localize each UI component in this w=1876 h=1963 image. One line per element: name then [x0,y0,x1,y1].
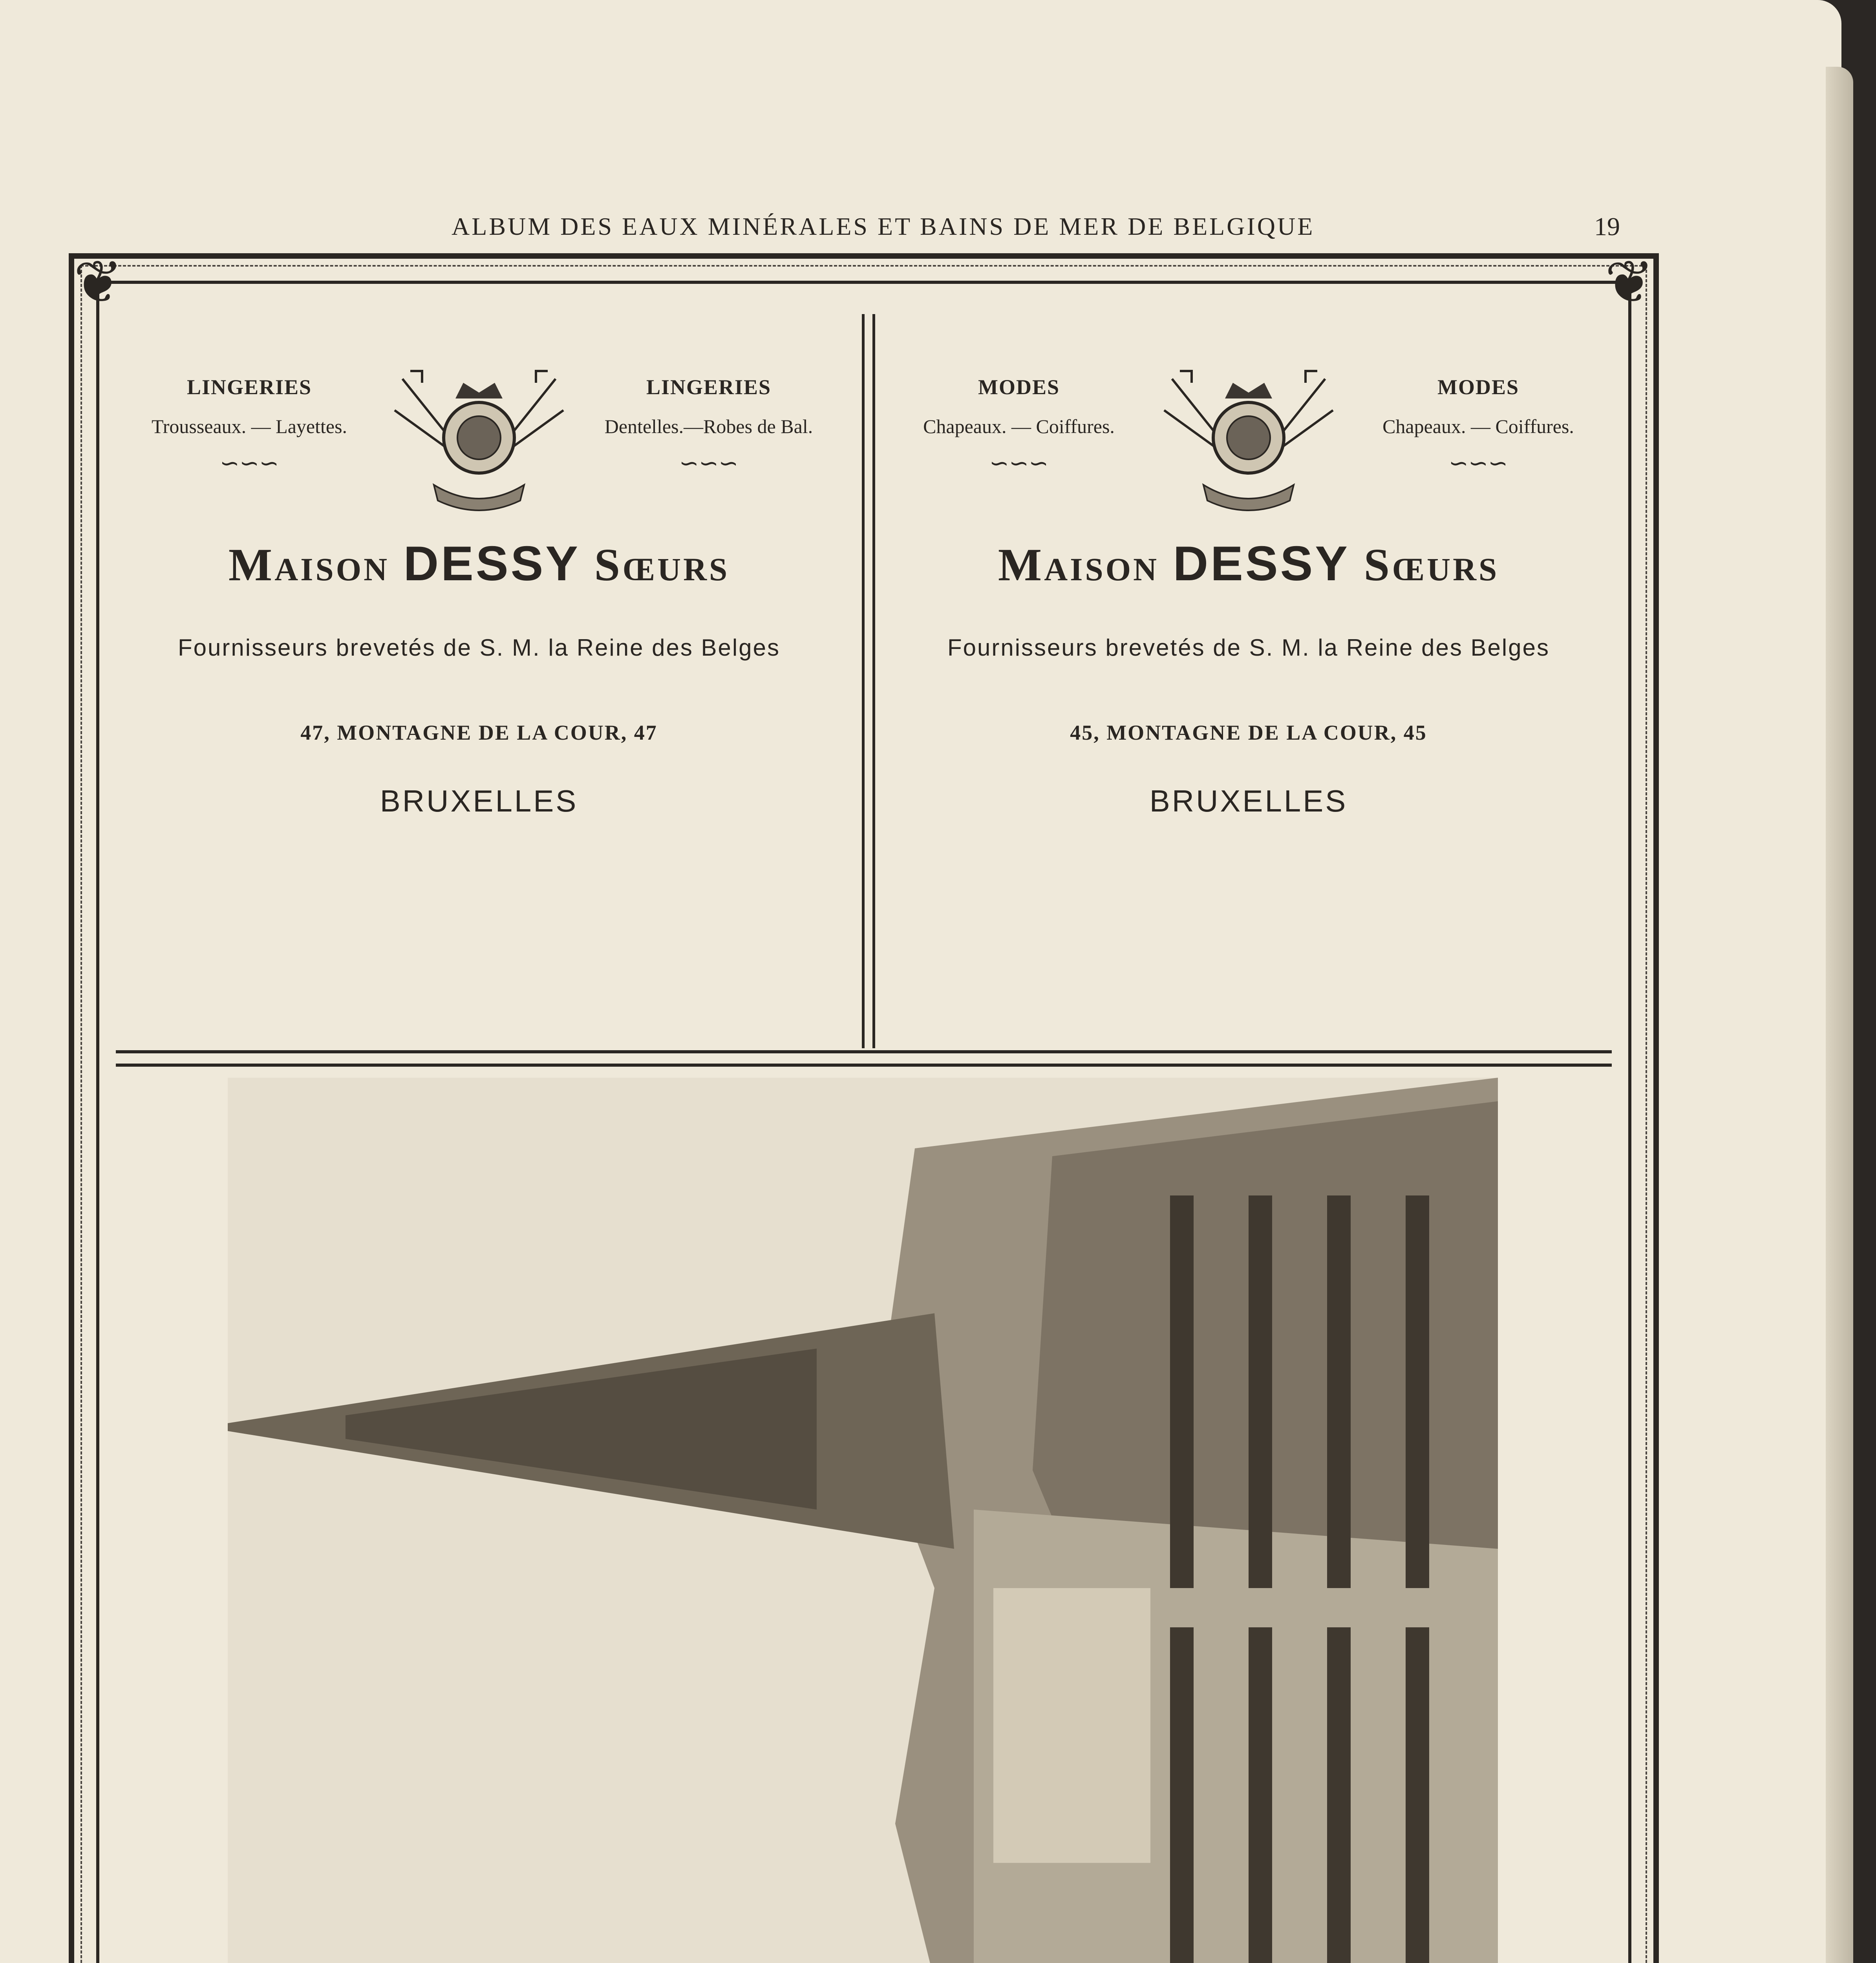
shop-name-prefix: Maison [998,539,1159,590]
page-number: 19 [1594,212,1620,241]
supplier-warrant: Fournisseurs brevetés de S. M. la Reine des Belges [177,634,780,661]
royal-crest-icon [1156,355,1341,520]
swash-ornament-icon: ∽∽∽ [219,450,279,476]
shop-name [116,536,842,592]
ad-right-column [575,375,842,477]
category-desc: Dentelles.—Robes de Bal. [604,415,813,437]
shop-address: 47, MONTAGNE DE LA COUR, 47 [300,721,658,744]
section-divider [116,1050,1612,1067]
shop-name-main: DESSY [1173,537,1350,591]
page-edge [1826,67,1853,1963]
ad-left-column [885,375,1152,477]
supplier-warrant: Fournisseurs brevetés de S. M. la Reine des Belges [947,634,1550,661]
category-label: MODES [1437,375,1519,399]
swash-ornament-icon: ∽∽∽ [679,450,739,476]
swash-ornament-icon: ∽∽∽ [1448,450,1508,476]
shop-city: BRUXELLES [1149,784,1348,818]
corner-flourish-icon: ❦ [1605,250,1654,315]
ornamental-frame [69,250,1659,1963]
shop-name-main: DESSY [403,537,580,591]
shop-name [885,536,1612,592]
category-desc: Chapeaux. — Coiffures. [923,415,1115,437]
shop-city: BRUXELLES [380,784,578,818]
category-label: MODES [978,375,1060,399]
hotel-de-ville-photo [228,1078,1498,1963]
royal-crest-icon [387,355,571,520]
category-desc: Chapeaux. — Coiffures. [1382,415,1574,437]
dessy-lingeries-ad [116,320,842,1046]
ad-right-column [1345,375,1612,477]
category-label: LINGERIES [646,375,772,399]
dessy-modes-ad [885,320,1612,1046]
category-desc: Trousseaux. — Layettes. [151,415,347,437]
building-photo-image [228,1078,1498,1963]
swash-ornament-icon: ∽∽∽ [989,450,1049,476]
shop-address: 45, MONTAGNE DE LA COUR, 45 [1070,721,1427,744]
corner-flourish-icon: ❦ [73,250,123,315]
running-title: ALBUM DES EAUX MINÉRALES ET BAINS DE MER DE BELGIQUE [452,212,1315,240]
ad-divider-vertical [862,314,875,1048]
ad-left-column [116,375,383,477]
shop-name-suffix: Sœurs [1364,539,1499,590]
shop-name-suffix: Sœurs [594,539,730,590]
shop-name-prefix: Maison [228,539,390,590]
category-label: LINGERIES [187,375,312,399]
